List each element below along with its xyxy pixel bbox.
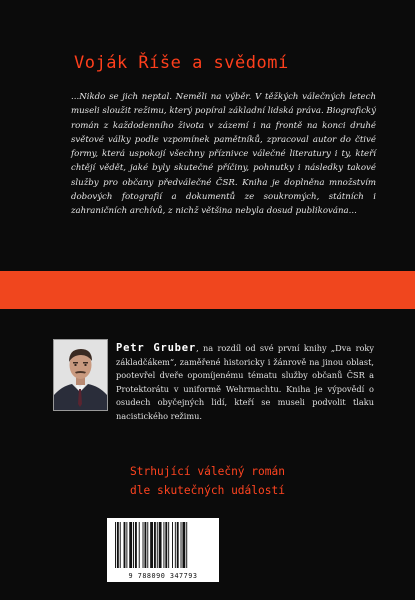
isbn-number: 9 788090 347793 — [128, 572, 198, 580]
barcode-bars — [113, 522, 213, 568]
author-bio — [116, 342, 374, 424]
book-title: Voják Říše a svědomí — [74, 53, 289, 73]
author-photo — [53, 339, 108, 411]
orange-band — [0, 271, 415, 309]
tagline-line-1: Strhující válečný román — [130, 465, 285, 478]
book-blurb: ...Nikdo se jich neptal. Neměli na výběr. V těžkých válečných letech museli sloužit režimu, který popíral základní lidská práva. Biografický román z každodenního života v zázemí i na frontě na konci druhé světové války podle vzpomínek pamětníků, zpracoval autor do čtivé formy, která uspokojí všechny příznivce válečné literatury i ty, kteří chtějí vědět, jaké byly skutečné příčiny, pohnutky i následky takové služby pro občany předválečné ČSR. Kniha je doplněna množstvím dobových fotografií a dokumentů ze soukromých, státních i zahraničních archívů, z nichž většina nebyla dosud publikována... — [71, 92, 376, 217]
isbn-barcode — [107, 518, 219, 582]
author-name: Petr Gruber — [116, 342, 197, 354]
author-bio-text: , na rozdíl od své první knihy „Dva roky základčákem“, zaměřené historicky i žánrově na jinou oblast, pootevřel dveře opomíjenému tématu služby občanů ČSR a Protektorátu v uniformě Wehrmachtu. Kniha je výpovědí o osudech obyčejných lidí, kteří se museli podvolit tlaku nacistického režimu. — [116, 343, 374, 421]
tagline — [0, 462, 415, 500]
tagline-line-2: dle skutečných událostí — [130, 484, 285, 497]
